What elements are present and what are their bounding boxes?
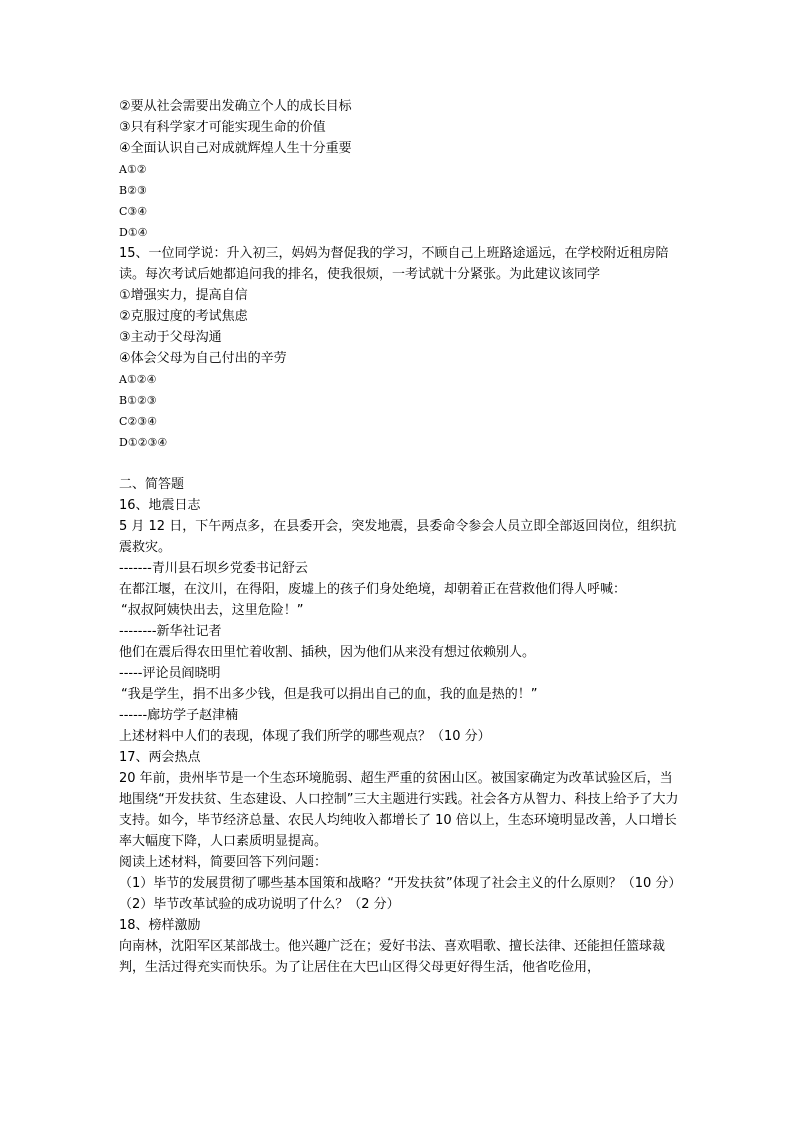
q16-para-2: 在都江堰，在汶川，在得阳，废墟上的孩子们身处绝境，却朝着正在营救他们得人呼喊：	[119, 582, 627, 597]
q15-option-d: D①②③④	[119, 436, 168, 449]
q15-item-2: ②克服过度的考试焦虑	[119, 309, 248, 324]
q14-option-c: C③④	[119, 205, 148, 218]
q16-source-3: -----评论员阎晓明	[119, 666, 221, 681]
q15-option-c: C②③④	[119, 415, 158, 428]
q17-para: 20 年前，贵州毕节是一个生态环境脆弱、超生严重的贫困山区。被国家确定为改革试验区后，当地围绕“开发扶贫、生态建设、人口控制”三大主题进行实践。社会各方从智力、科技上给予了大力支持。如今，毕节经济总量、农民人均纯收入都增长了 10 倍以上，生态环境明显改善，人口增长率大幅度下降，人口素质明显提高。	[119, 771, 679, 849]
q17-title: 17、两会热点	[119, 750, 201, 765]
q15-item-1: ①增强实力，提高自信	[119, 288, 248, 303]
section-heading: 二、简答题	[119, 477, 185, 492]
q16-title: 16、地震日志	[119, 498, 201, 513]
q16-source-1: -------青川县石坝乡党委书记舒云	[119, 561, 308, 576]
q14-option-d: D①④	[119, 226, 148, 239]
q16-quote-4: “我是学生，捐不出多少钱，但是我可以捐出自己的血，我的血是热的！”	[121, 687, 538, 702]
q14-option-b: B②③	[119, 184, 147, 197]
blank-line	[119, 453, 679, 474]
document-page	[119, 96, 682, 978]
q14-item-4: ④全面认识自己对成就辉煌人生十分重要	[119, 141, 352, 156]
q15-item-4: ④体会父母为自己付出的辛劳	[119, 351, 287, 366]
q15-stem: 15、一位同学说：升入初三，妈妈为督促我的学习，不顾自己上班路途遥远，在学校附近租房陪读。每次考试后她都追问我的排名，使我很烦，一考试就十分紧张。为此建议该同学	[119, 246, 669, 282]
q16-quote-2: “叔叔阿姨快出去，这里危险！”	[121, 603, 304, 618]
q17-sub-2: （2）毕节改革试验的成功说明了什么？（2 分）	[119, 897, 400, 912]
q16-question: 上述材料中人们的表现，体现了我们所学的哪些观点？（10 分）	[119, 729, 491, 744]
q14-item-3: ③只有科学家才可能实现生命的价值	[119, 120, 326, 135]
q17-sub-1: （1）毕节的发展贯彻了哪些基本国策和战略？“开发扶贫”体现了社会主义的什么原则？（10 分）	[119, 876, 682, 891]
q15-option-b: B①②③	[119, 394, 157, 407]
q15-item-3: ③主动于父母沟通	[119, 330, 222, 345]
q16-source-4: ------廊坊学子赵津楠	[119, 708, 239, 723]
q15-option-a: A①②④	[119, 373, 157, 386]
q16-para-1: 5 月 12 日，下午两点多，在县委开会，突发地震，县委命令参会人员立即全部返回岗位，组织抗震救灾。	[119, 519, 677, 555]
q17-prompt: 阅读上述材料，简要回答下列问题：	[119, 855, 328, 870]
q18-para: 向南林，沈阳军区某部战士。他兴趣广泛在；爱好书法、喜欢唱歌、擅长法律、还能担任篮球裁判，生活过得充实而快乐。为了让居住在大巴山区得父母更好得生活，他省吃俭用，	[119, 939, 666, 975]
q14-item-2: ②要从社会需要出发确立个人的成长目标	[119, 99, 352, 114]
q14-option-a: A①②	[119, 163, 147, 176]
q16-source-2: --------新华社记者	[119, 624, 222, 639]
q16-para-3: 他们在震后得农田里忙着收割、插秧，因为他们从来没有想过依赖别人。	[119, 645, 536, 660]
q18-title: 18、榜样激励	[119, 918, 201, 933]
